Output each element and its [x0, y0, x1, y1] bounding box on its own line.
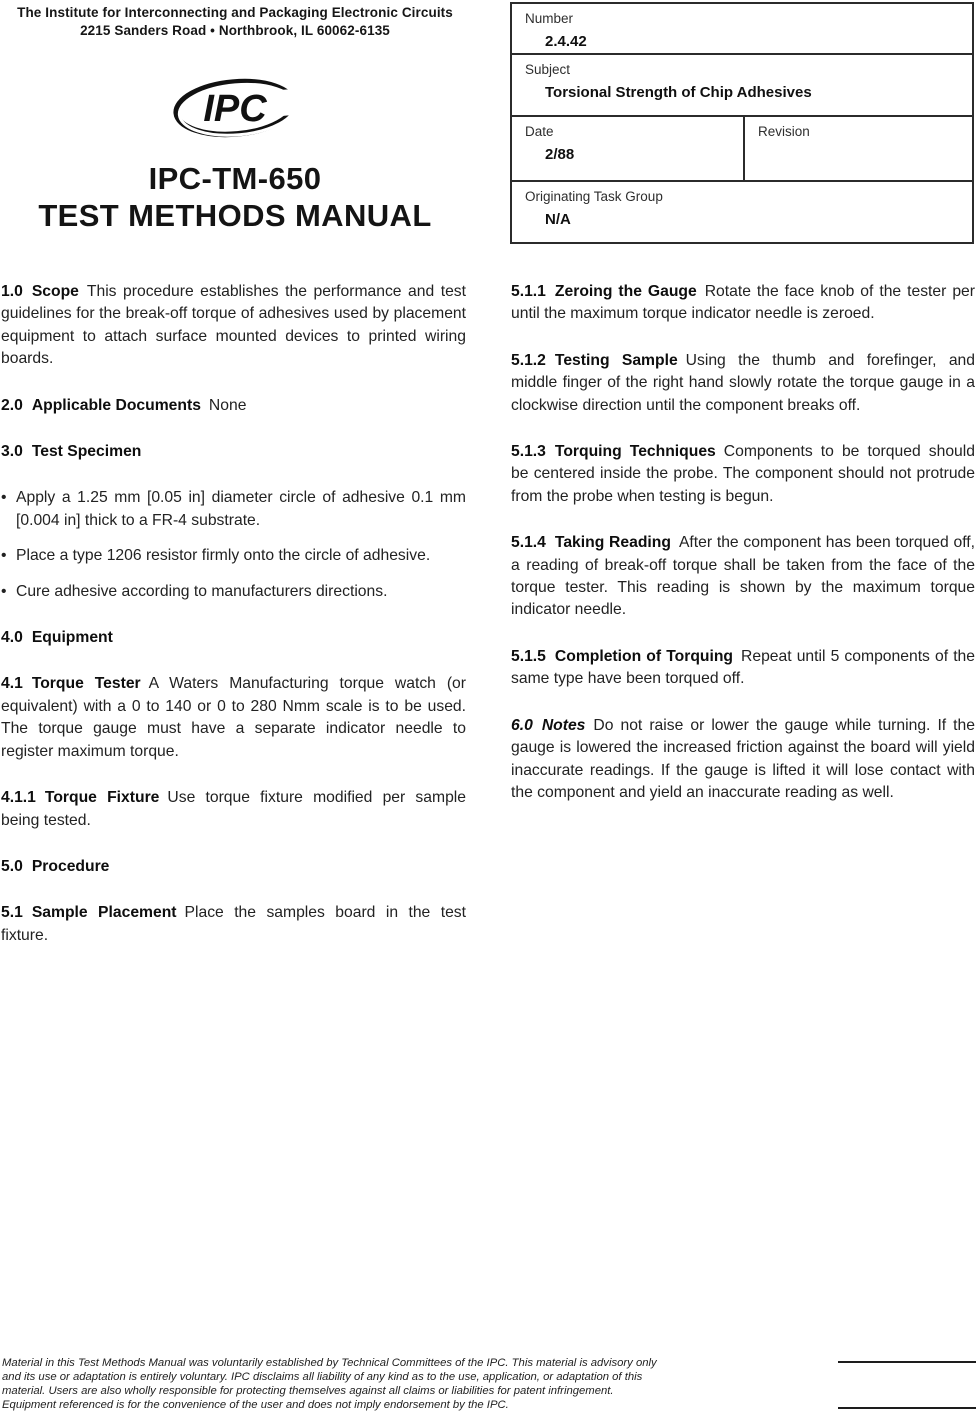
- section-text: After the component has been torqued off, a reading of break-off torque shall be taken from the face of the torque tester. This reading is shown by the maximum torque indicator needle.: [511, 534, 975, 619]
- disclaimer-line: and its use or adaptation is entirely voluntary. IPC disclaims all liability of any kind as to the use, application, or adaptation of this: [2, 1371, 643, 1383]
- section-heading: 4.1 Torque Tester: [1, 675, 141, 693]
- section-applicable-documents: [1, 395, 466, 417]
- section-text: None: [208, 396, 247, 414]
- section-text: Components to be torqued should be centered inside the probe. The component should not protrude from the probe when testing is begun.: [511, 443, 975, 505]
- body-column-left: [1, 281, 466, 971]
- section-notes: [511, 715, 975, 805]
- section-heading: 1.0 Scope: [1, 283, 79, 300]
- disclaimer-line: Material in this Test Methods Manual was voluntarily established by Technical Committees of the IPC. This material is advisory only: [2, 1357, 657, 1369]
- section-heading: 5.1 Sample Placement: [1, 904, 177, 922]
- section-testing-sample: [511, 350, 975, 417]
- body-column-right: [511, 281, 975, 828]
- section-heading: 4.1.1 Torque Fixture: [1, 789, 160, 807]
- info-row-subject: [512, 55, 972, 117]
- number-value: 2.4.42: [545, 33, 587, 50]
- number-label: Number: [525, 11, 574, 26]
- section-heading: 5.1.5 Completion of Torquing: [511, 647, 734, 665]
- task-group-label: Originating Task Group: [525, 189, 663, 204]
- masthead: [0, 4, 470, 233]
- date-label: Date: [525, 124, 554, 139]
- subject-value: Torsional Strength of Chip Adhesives: [545, 84, 812, 101]
- info-row-date-revision: [512, 117, 972, 182]
- section-heading: 6.0 Notes: [511, 716, 586, 734]
- section-torque-fixture: [1, 787, 466, 832]
- section-heading: 4.0 Equipment: [1, 629, 113, 647]
- footer-rule-top: [838, 1361, 976, 1363]
- revision-label: Revision: [758, 124, 810, 139]
- section-text: Repeat until 5 components of the same type have been torqued off.: [511, 647, 976, 688]
- manual-number-title: IPC-TM-650: [148, 161, 322, 196]
- section-text: Do not raise or lower the gauge while turning. If the gauge is lowered the increased friction against the board will yield inaccurate readings. If the gauge is lifted it will lose contact with the component and yield an inaccurate reading as well.: [511, 716, 975, 801]
- section-taking-reading: [511, 532, 975, 622]
- date-cell: [512, 117, 745, 180]
- section-text: A Waters Manufacturing torque watch (or equivalent) with a 0 to 140 or 0 to 280 Nmm scale is to be used. The torque gauge must have a separate indicator needle to register maximum torque.: [1, 675, 466, 760]
- ipc-logo: [0, 76, 470, 140]
- manual-name-title: TEST METHODS MANUAL: [38, 198, 432, 233]
- section-sample-placement: [1, 902, 466, 947]
- section-heading: 5.1.1 Zeroing the Gauge: [511, 283, 697, 300]
- section-text: Place the samples board in the test fixture.: [1, 904, 467, 944]
- info-table: [510, 2, 974, 244]
- specimen-bullet-place: • Place a type 1206 resistor firmly onto the circle of adhesive.: [1, 545, 466, 567]
- section-test-specimen: [1, 441, 466, 463]
- section-text: Rotate the face knob of the tester per until the maximum torque indicator needle is zeroed.: [511, 283, 975, 323]
- section-heading: 2.0 Applicable Documents: [1, 396, 201, 414]
- specimen-bullet-apply: • Apply a 1.25 mm [0.05 in] diameter circle of adhesive 0.1 mm [0.004 in] thick to a FR-4 substrate.: [1, 487, 466, 532]
- section-zeroing-gauge: [511, 281, 975, 326]
- section-heading: 5.1.3 Torquing Techniques: [511, 443, 716, 461]
- section-equipment: [1, 627, 466, 649]
- section-scope: [1, 281, 466, 371]
- section-torque-tester: [1, 673, 466, 763]
- section-procedure: [1, 856, 466, 878]
- section-completion-of-torquing: [511, 646, 975, 691]
- task-group-value: N/A: [545, 211, 571, 228]
- info-row-number: [512, 4, 972, 55]
- section-heading: 5.1.2 Testing Sample: [511, 351, 678, 369]
- date-value: 2/88: [545, 146, 575, 163]
- specimen-bullet-cure: • Cure adhesive according to manufacturers directions.: [1, 581, 466, 603]
- section-text: Using the thumb and forefinger, and middle finger of the right hand slowly rotate the torque gauge in a clockwise direction until the component breaks off.: [511, 351, 976, 414]
- org-name: The Institute for Interconnecting and Packaging Electronic Circuits: [17, 5, 453, 20]
- subject-label: Subject: [525, 62, 571, 77]
- disclaimer-line: Equipment referenced is for the convenience of the user and does not imply endorsement by the IPC.: [2, 1399, 509, 1411]
- section-text: This procedure establishes the performance and test guidelines for the break-off torque of adhesives used by placement equipment to attach surface mounted devices to printed wiring boards.: [1, 283, 466, 368]
- disclaimer-line: material. Users are also wholly responsible for protecting themselves against all claims or liabilities for patent infringement.: [2, 1385, 614, 1397]
- footer-rule-bottom: [838, 1407, 976, 1409]
- org-address: 2215 Sanders Road • Northbrook, IL 60062-6135: [80, 23, 390, 38]
- section-heading: 5.0 Procedure: [1, 857, 110, 875]
- footer-disclaimer: [2, 1356, 702, 1412]
- section-torquing-techniques: [511, 441, 975, 508]
- section-heading: 3.0 Test Specimen: [1, 443, 142, 461]
- revision-cell: [745, 117, 972, 180]
- section-heading: 5.1.4 Taking Reading: [511, 534, 671, 552]
- info-row-task-group: [512, 182, 972, 242]
- ipc-logo-text: IPC: [203, 88, 267, 130]
- section-text: Use torque fixture modified per sample being tested.: [1, 789, 467, 829]
